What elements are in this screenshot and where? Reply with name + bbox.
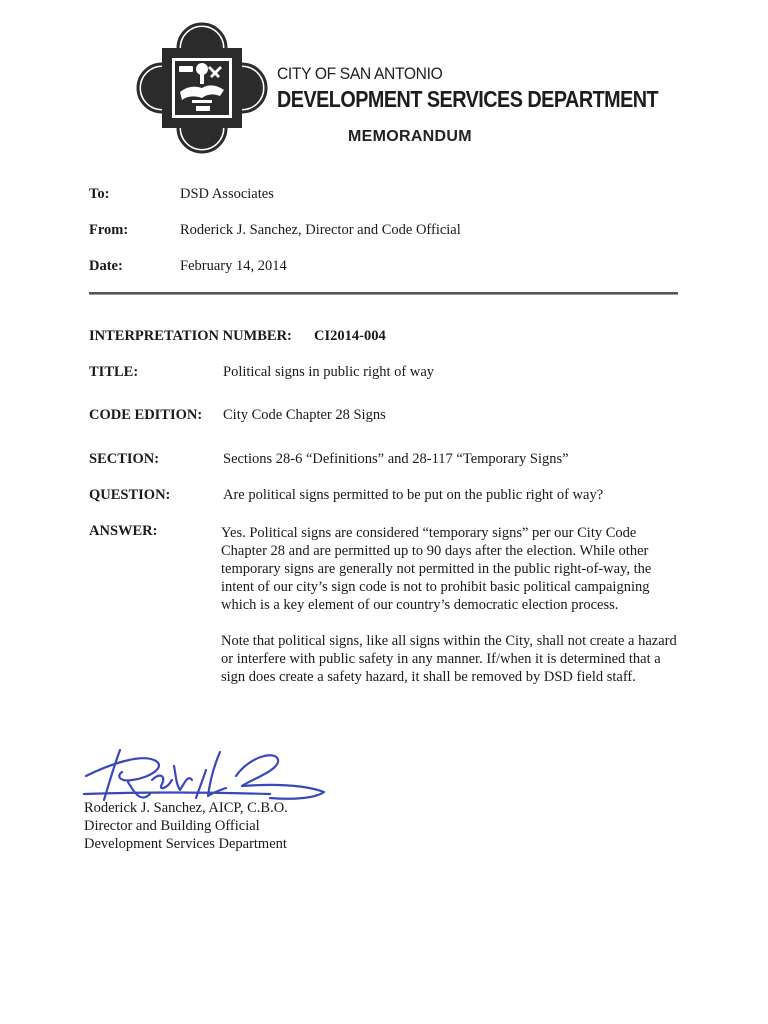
code-edition-label: CODE EDITION: [89,407,203,423]
signer-name: Roderick J. Sanchez, AICP, C.B.O. [84,800,288,816]
interpretation-number-label: INTERPRETATION NUMBER: [89,328,292,344]
from-value: Roderick J. Sanchez, Director and Code Official [180,222,461,238]
to-value: DSD Associates [180,186,274,202]
from-label: From: [89,222,129,238]
city-name: CITY OF SAN ANTONIO [277,64,443,83]
to-label: To: [89,186,110,202]
signer-department: Development Services Department [84,836,287,852]
date-value: February 14, 2014 [180,258,287,274]
section-label: SECTION: [89,451,160,467]
date-label: Date: [89,258,123,274]
section-value: Sections 28-6 “Definitions” and 28-117 “Temporary Signs” [223,451,569,467]
city-seal-logo [136,22,268,154]
document-type-heading: MEMORANDUM [348,128,472,145]
department-name: DEVELOPMENT SERVICES DEPARTMENT [277,86,659,112]
answer-paragraph-1: Yes. Political signs are considered “temporary signs” per our City Code Chapter 28 and are permitted up to 90 days after the election. While other temporary signs are generally not permitted in the public right-of-way, the intent of our city’s sign code is not to prohibit basic political campaigning which is a key element of our country’s democratic election process. [221,525,652,613]
question-label: QUESTION: [89,487,171,503]
answer-label: ANSWER: [89,523,158,539]
code-edition-value: City Code Chapter 28 Signs [223,407,386,423]
answer-paragraph-2: Note that political signs, like all signs within the City, shall not create a hazard or interfere with public safety in any manner. If/when it is determined that a sign does create a safety hazard, it shall be removed by DSD field staff. [221,633,677,685]
header-divider [89,292,678,295]
interpretation-number-value: CI2014-004 [314,328,386,344]
title-value: Political signs in public right of way [223,364,435,380]
handwritten-signature [80,736,330,808]
signer-title: Director and Building Official [84,818,260,834]
question-value: Are political signs permitted to be put on the public right of way? [223,487,604,503]
title-label: TITLE: [89,364,139,380]
